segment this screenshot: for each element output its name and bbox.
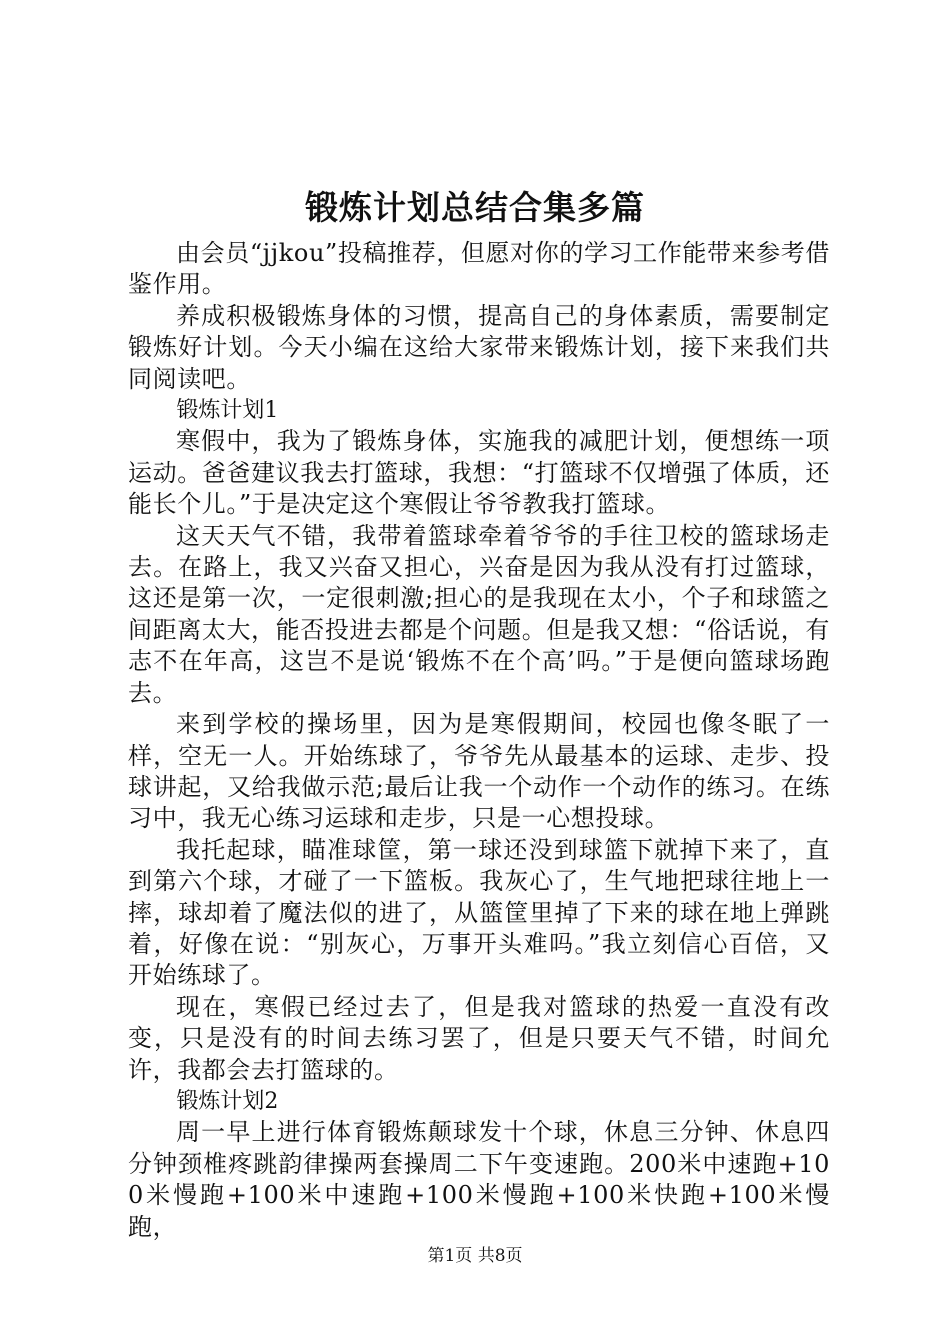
paragraph: 养成积极锻炼身体的习惯，提高自己的身体素质，需要制定锻炼好计划。今天小编在这给大家带来锻炼计划，接下来我们共同阅读吧。 — [128, 301, 830, 393]
page-footer: 第1页 共8页 — [427, 1246, 523, 1266]
paragraph: 我托起球，瞄准球筐，第一球还没到球篮下就掉下来了，直到第六个球，才碰了一下篮板。我灰心了，生气地把球往地上一摔，球却着了魔法似的进了，从篮筐里掉了下来的球在地上弹跳着，好像在说：“别灰心，万事开头难吗。”我立刻信心百倍，又开始练球了。 — [128, 835, 830, 990]
paragraph: 来到学校的操场里，因为是寒假期间，校园也像冬眠了一样，空无一人。开始练球了，爷爷先从最基本的运球、走步、投球讲起，又给我做示范;最后让我一个动作一个动作的练习。在练习中，我无心练习运球和走步，只是一心想投球。 — [128, 710, 830, 833]
paragraph: 这天天气不错，我带着篮球牵着爷爷的手往卫校的篮球场走去。在路上，我又兴奋又担心，兴奋是因为我从没有打过篮球，这还是第一次，一定很刺激;担心的是我现在太小，个子和球篮之间距离太大，能否投进去都是个问题。但是我又想：“俗话说，有志不在年高，这岂不是说‘锻炼不在个高’吗。”于是便向篮球场跑去。 — [128, 521, 830, 707]
section-heading: 锻炼计划2 — [176, 1088, 279, 1114]
document-body — [128, 238, 830, 1243]
paragraph: 由会员“jjkou”投稿推荐，但愿对你的学习工作能带来参考借鉴作用。 — [128, 239, 830, 299]
section-heading: 锻炼计划1 — [176, 398, 279, 424]
paragraph: 周一早上进行体育锻炼颠球发十个球，休息三分钟、休息四分钟颈椎疼跳韵律操两套操周二下午变速跑。200米中速跑+100米慢跑+100米中速跑+100米慢跑+100米快跑+100米慢跑， — [128, 1118, 830, 1241]
paragraph: 寒假中，我为了锻炼身体，实施我的减肥计划，便想练一项运动。爸爸建议我去打篮球，我想：“打篮球不仅增强了体质，还能长个儿。”于是决定这个寒假让爷爷教我打篮球。 — [128, 427, 830, 519]
document-title: 锻炼计划总结合集多篇 — [305, 188, 645, 227]
paragraph: 现在，寒假已经过去了，但是我对篮球的热爱一直没有改变，只是没有的时间去练习罢了，但是只要天气不错，时间允许，我都会去打篮球的。 — [128, 992, 830, 1084]
